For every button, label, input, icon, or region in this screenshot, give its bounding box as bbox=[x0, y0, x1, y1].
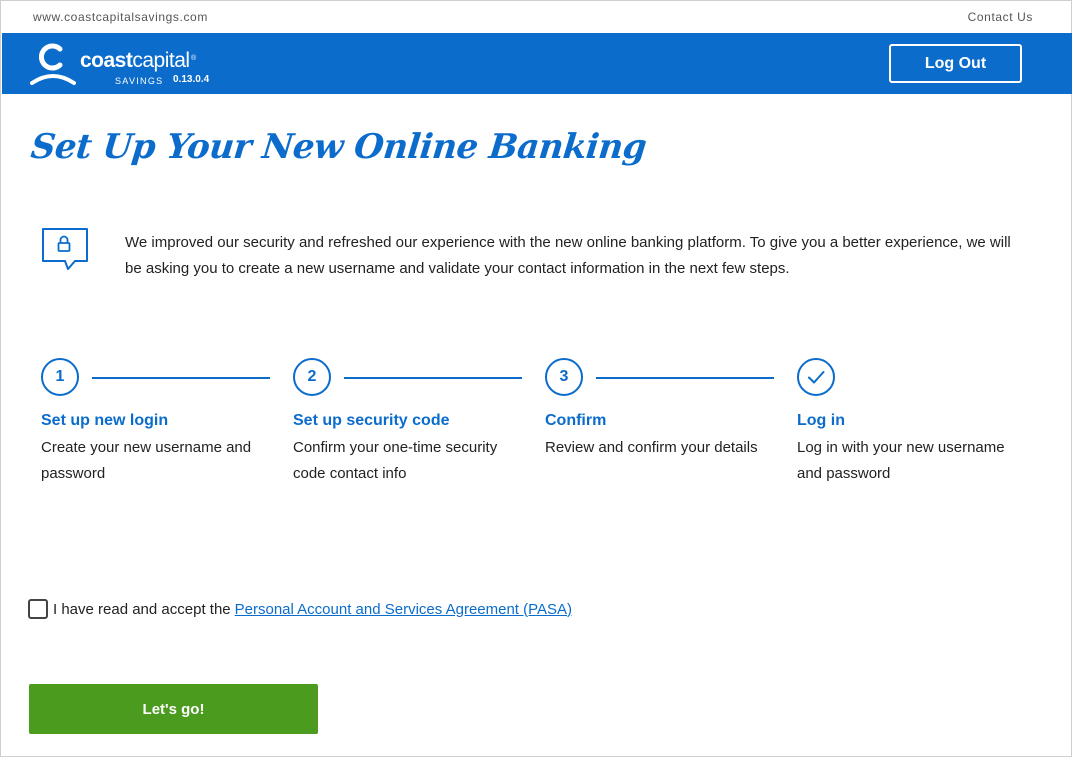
page-title: Set Up Your New Online Banking bbox=[28, 127, 649, 167]
registered-mark: ® bbox=[191, 55, 197, 62]
step-description: Log in with your new username and password bbox=[797, 439, 1005, 482]
step-number: 1 bbox=[41, 358, 79, 396]
step-description: Confirm your one-time security code contact info bbox=[293, 439, 498, 482]
coast-capital-logo-icon bbox=[30, 43, 76, 87]
step-title: Set up security code bbox=[293, 412, 450, 429]
step-description: Create your new username and password bbox=[41, 439, 252, 482]
step-check-circle bbox=[797, 358, 835, 396]
check-icon bbox=[799, 360, 833, 394]
step-number: 2 bbox=[293, 358, 331, 396]
step-description: Review and confirm your details bbox=[545, 439, 758, 456]
brand-subtitle: SAVINGS bbox=[115, 76, 164, 86]
brand-name: coastcapital bbox=[80, 49, 190, 72]
step-number: 3 bbox=[545, 358, 583, 396]
contact-us-link[interactable]: Contact Us bbox=[967, 10, 1033, 24]
agreement-checkbox[interactable] bbox=[28, 599, 48, 619]
header-bar bbox=[2, 33, 1072, 94]
log-out-button[interactable]: Log Out bbox=[889, 44, 1022, 83]
step-title: Confirm bbox=[545, 412, 607, 429]
info-message: We improved our security and refreshed our experience with the new online banking platform. To give you a better experience, we will be asking you to create a new username and validate your contact information in the next few steps. bbox=[125, 234, 1011, 277]
coast-capital-logo[interactable] bbox=[30, 43, 230, 87]
utility-bar bbox=[1, 1, 1072, 33]
step-connector bbox=[92, 377, 270, 379]
site-url: www.coastcapitalsavings.com bbox=[33, 10, 208, 24]
step-title: Log in bbox=[797, 412, 845, 429]
lock-chat-icon bbox=[41, 227, 91, 273]
agreement-label: I have read and accept the bbox=[53, 600, 231, 618]
step-connector bbox=[344, 377, 522, 379]
step-connector bbox=[596, 377, 774, 379]
step-title: Set up new login bbox=[41, 412, 169, 429]
agreement-row bbox=[28, 598, 572, 620]
pasa-link[interactable]: Personal Account and Services Agreement (PASA) bbox=[234, 600, 573, 618]
app-version: 0.13.0.4 bbox=[173, 74, 210, 85]
lets-go-button[interactable]: Let's go! bbox=[29, 684, 318, 734]
